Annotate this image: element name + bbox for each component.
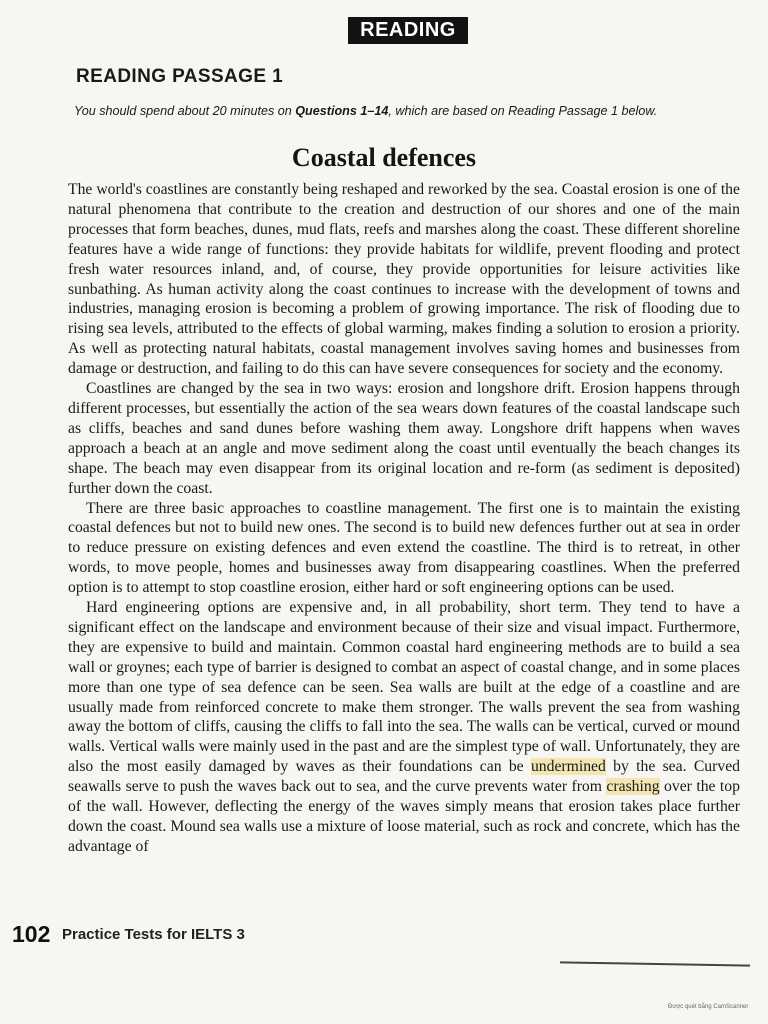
article-title: Coastal defences [291, 143, 477, 172]
instruction-text-end: , which are based on Reading Passage 1 below. [388, 104, 658, 118]
paragraph-4-part-3: over the top of the wall. However, deflecting the energy of the waves simply means that erosion takes place further down the coast. Mound sea walls use a mixture of loose material, such as rock and concrete, which has the advantage of [68, 778, 740, 855]
footer-divider [560, 961, 750, 966]
page-number: 102 [12, 921, 51, 947]
highlighted-word-undermined: undermined [530, 758, 606, 776]
paragraph-4 [68, 598, 740, 857]
instruction-text-start: You should spend about 20 minutes on [74, 104, 296, 118]
section-tab-reading: READING [348, 17, 468, 44]
scanner-watermark: Được quét bằng CamScanner [668, 1004, 749, 1010]
paragraph-4-part-1: Hard engineering options are expensive and, in all probability, short term. They tend to have a significant effect on the landscape and environment because of their size and visual impact. Furthermore, they are expensive to build and maintain. Common coastal hard engineering methods are to build a sea wall or groynes; each type of barrier is designed to combat an aspect of coastal change, and in some places more than one type of sea defence can be seen. Sea walls are built at the edge of a coastline and are usually made from reinforced concrete to make them stronger. The walls prevent the sea from washing away the bottom of cliffs, causing the cliffs to fall into the sea. The walls can be vertical, curved or mound walls. Vertical walls were mainly used in the past and are the simplest type of wall. Unfortunately, they are also the most easily damaged by waves as their foundations can be [68, 599, 740, 776]
paragraph-1: The world's coastlines are constantly being reshaped and reworked by the sea. Coastal erosion is one of the natural phenomena that contribute to the creation and destruction of our shores and one of the main processes that form beaches, dunes, mud flats, reefs and marshes along the coast. These different shoreline features have a wide range of functions: they provide habitats for wildlife, prevent flooding and protect fresh water resources inland, and, of course, they provide opportunities for leisure activities like sunbathing. As human activity along the coast continues to increase with the development of towns and industries, managing erosion is becoming a problem of growing importance. The risk of flooding due to rising sea levels, attributed to the effects of global warming, makes finding a solution to erosion a priority. As well as protecting natural habitats, coastal management involves saving homes and businesses from damage or destruction, and failing to do this can have severe consequences for society and the economy. [68, 181, 740, 378]
book-title: Practice Tests for IELTS 3 [62, 926, 245, 943]
passage-heading: READING PASSAGE 1 [76, 66, 284, 87]
paragraph-4-part-2: by the sea. Curved seawalls serve to push the waves back out to sea, and the curve prevents water from [68, 758, 740, 796]
highlighted-word-crashing: crashing [606, 778, 660, 796]
article-body [68, 180, 740, 857]
passage-instruction [74, 104, 714, 118]
paragraph-2: Coastlines are changed by the sea in two ways: erosion and longshore drift. Erosion happens through different processes, but essentially the action of the sea wears down features of the coastal landscape such as cliffs, beaches and sand dunes before washing them away. Longshore drift happens when waves approach a beach at an angle and move sediment along the coast until eventually the beach changes its shape. The beach may even disappear from its original location and re-form (as sediment is deposited) further down the coast. [68, 380, 740, 497]
instruction-questions-range: Questions 1–14 [295, 104, 389, 118]
paragraph-3: There are three basic approaches to coastline management. The first one is to maintain the existing coastal defences but not to build new ones. The second is to build new defences further out at sea in order to reduce pressure on existing defences and even extend the coastline. The third is to retreat, in other words, to move people, homes and businesses away from disappearing coastlines. When the preferred option is to attempt to stop coastline erosion, either hard or soft engineering options can be used. [68, 499, 740, 597]
